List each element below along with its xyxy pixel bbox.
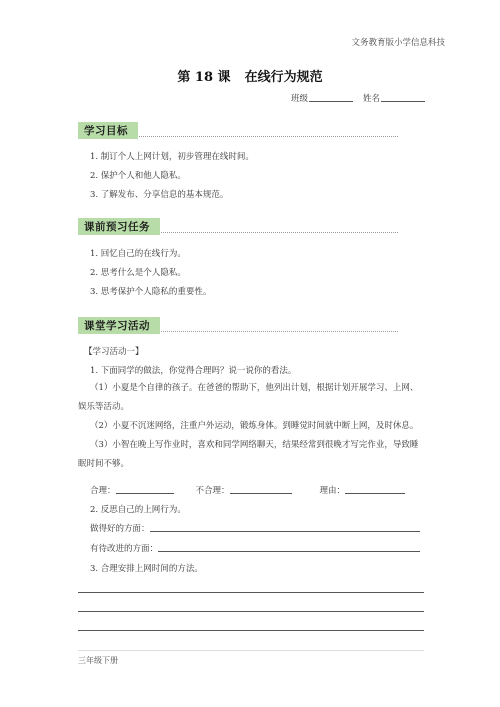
case-2: （2）小夏不沉迷网络，注重户外运动，锻炼身体。到睡觉时间就中断上网，及时休息。 <box>90 421 419 431</box>
improve-label: 有待改进的方面： <box>90 544 159 554</box>
improve-blank[interactable] <box>158 543 420 552</box>
good-blank[interactable] <box>150 523 420 532</box>
activity-subheading: 【学习活动一】 <box>84 347 144 357</box>
preview-item-1: 1. 回忆自己的在线行为。 <box>90 249 186 259</box>
case-3: （3）小智在晚上写作业时，喜欢和同学网络聊天，结果经常到很晚才写完作业，导致睡眠时间不够。 <box>78 440 419 469</box>
objectives-heading: 学习目标 <box>78 122 138 139</box>
name-blank[interactable] <box>381 93 425 102</box>
objectives-section <box>78 122 398 138</box>
preview-section <box>78 218 398 234</box>
question-3: 3. 合理安排上网时间的方法。 <box>90 564 203 574</box>
question-2: 2. 反思自己的上网行为。 <box>90 505 186 515</box>
answer-line-3[interactable] <box>78 630 424 631</box>
preview-header <box>78 218 398 234</box>
activity-heading: 课堂学习活动 <box>78 317 160 334</box>
answer-line-1[interactable] <box>78 592 424 593</box>
judgement-row <box>90 484 405 496</box>
answer-line-2[interactable] <box>78 611 424 612</box>
improve-aspects-row <box>90 542 420 554</box>
objective-item-3: 3. 了解发布、分享信息的基本规范。 <box>90 190 229 200</box>
reasonable-label: 合理： <box>90 486 116 496</box>
name-label: 姓名 <box>362 94 380 104</box>
class-blank[interactable] <box>309 93 353 102</box>
objective-item-2: 2. 保护个人和他人隐私。 <box>90 171 186 181</box>
case-1: （1）小夏是个自律的孩子。在爸爸的帮助下，他列出计划，根据计划开展学习、上网、娱乐等活动。 <box>78 383 419 412</box>
preview-heading: 课前预习任务 <box>78 218 160 235</box>
question-1: 1. 下面同学的做法，你觉得合理吗？说一说你的看法。 <box>90 366 297 376</box>
reason-label: 理由： <box>319 486 346 496</box>
activity-section <box>78 317 398 333</box>
objectives-header <box>78 122 398 138</box>
page-title <box>0 66 500 85</box>
activity-header <box>78 317 398 333</box>
unreasonable-label: 不合理： <box>195 486 230 496</box>
class-name-row <box>291 92 425 104</box>
unreasonable-blank[interactable] <box>230 485 292 494</box>
preview-item-2: 2. 思考什么是个人隐私。 <box>90 268 186 278</box>
reasonable-blank[interactable] <box>116 485 174 494</box>
reason-blank[interactable] <box>345 485 405 494</box>
lesson-name: 在线行为规范 <box>244 70 323 85</box>
footer-divider <box>78 650 424 651</box>
good-aspects-row <box>90 522 420 534</box>
class-label: 班级 <box>290 94 308 104</box>
publisher-header: 文务教育版小学信息科技 <box>351 38 445 48</box>
good-label: 做得好的方面： <box>90 524 150 534</box>
grade-footer: 三年级下册 <box>78 656 118 665</box>
preview-item-3: 3. 思考保护个人隐私的重要性。 <box>90 287 212 297</box>
objective-item-1: 1. 制订个人上网计划，初步管理在线时间。 <box>90 152 254 162</box>
lesson-number: 第 18 课 <box>177 70 231 85</box>
